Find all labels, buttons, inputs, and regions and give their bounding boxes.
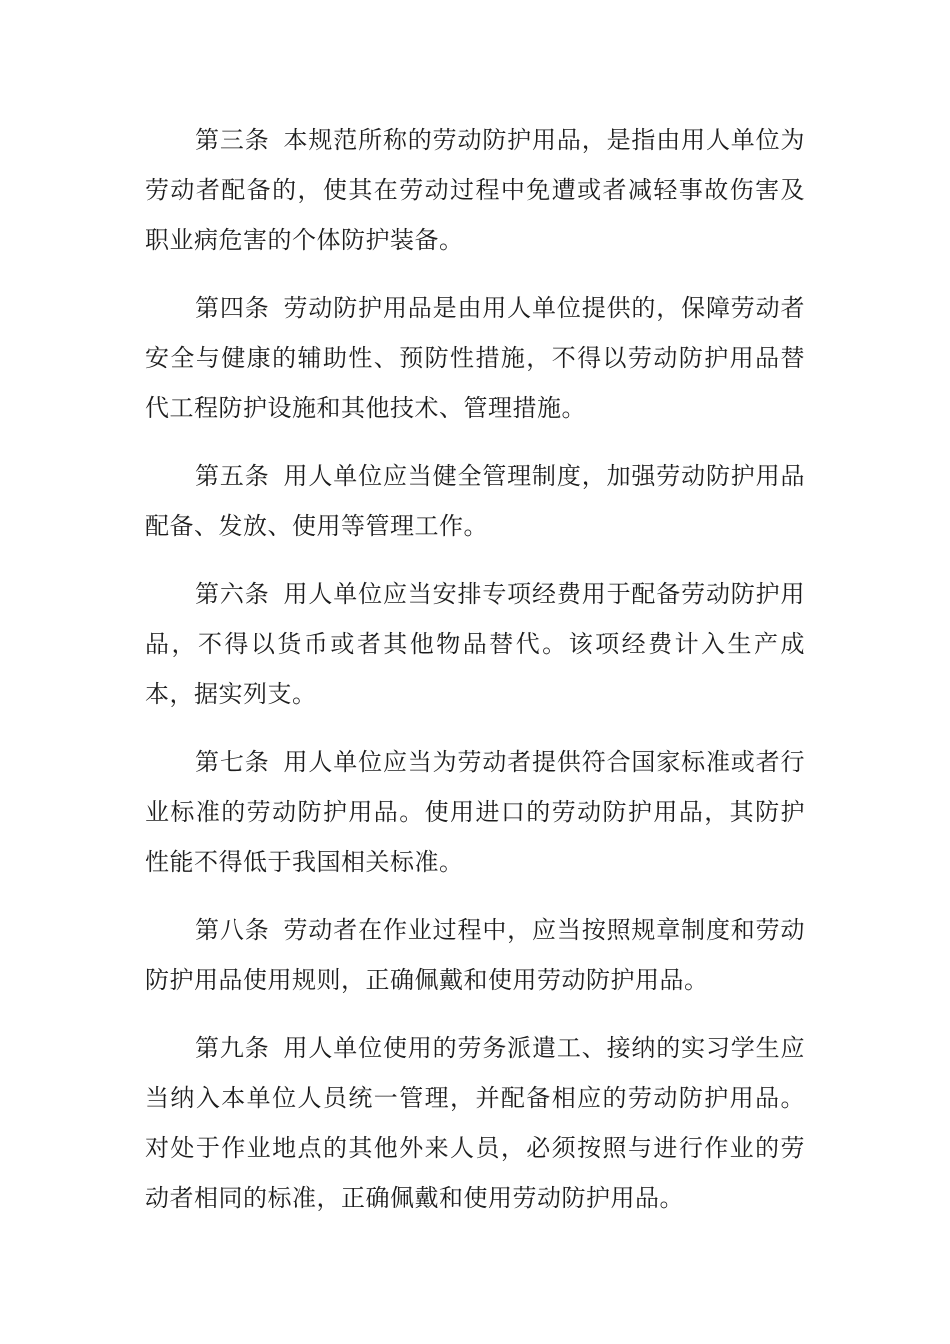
article-heading: 第五条 [195,462,270,490]
article-8 [145,905,805,1005]
article-text: 劳动防护用品是由用人单位提供的，保障劳动者安全与健康的辅助性、预防性措施，不得以劳动防护用品替代工程防护设施和其他技术、管理措施。 [145,294,806,422]
article-heading: 第六条 [195,580,270,608]
article-5 [145,451,805,551]
article-3 [145,115,805,265]
article-text: 本规范所称的劳动防护用品，是指由用人单位为劳动者配备的，使其在劳动过程中免遭或者减轻事故伤害及职业病危害的个体防护装备。 [145,126,806,254]
article-text: 用人单位应当安排专项经费用于配备劳动防护用品，不得以货币或者其他物品替代。该项经费计入生产成本，据实列支。 [145,580,806,708]
article-heading: 第三条 [195,126,270,154]
article-text: 用人单位使用的劳务派遣工、接纳的实习学生应当纳入本单位人员统一管理，并配备相应的劳动防护用品。对处于作业地点的其他外来人员，必须按照与进行作业的劳动者相同的标准，正确佩戴和使用劳动防护用品。 [145,1034,806,1212]
article-9 [145,1023,805,1223]
article-text: 劳动者在作业过程中，应当按照规章制度和劳动防护用品使用规则，正确佩戴和使用劳动防护用品。 [145,916,806,994]
article-text: 用人单位应当为劳动者提供符合国家标准或者行业标准的劳动防护用品。使用进口的劳动防护用品，其防护性能不得低于我国相关标准。 [145,748,806,876]
article-heading: 第九条 [195,1034,270,1062]
article-heading: 第八条 [195,916,270,944]
document-body [145,115,805,1241]
article-4 [145,283,805,433]
article-heading: 第四条 [195,294,270,322]
article-7 [145,737,805,887]
article-heading: 第七条 [195,748,270,776]
article-text: 用人单位应当健全管理制度，加强劳动防护用品配备、发放、使用等管理工作。 [145,462,806,540]
article-6 [145,569,805,719]
